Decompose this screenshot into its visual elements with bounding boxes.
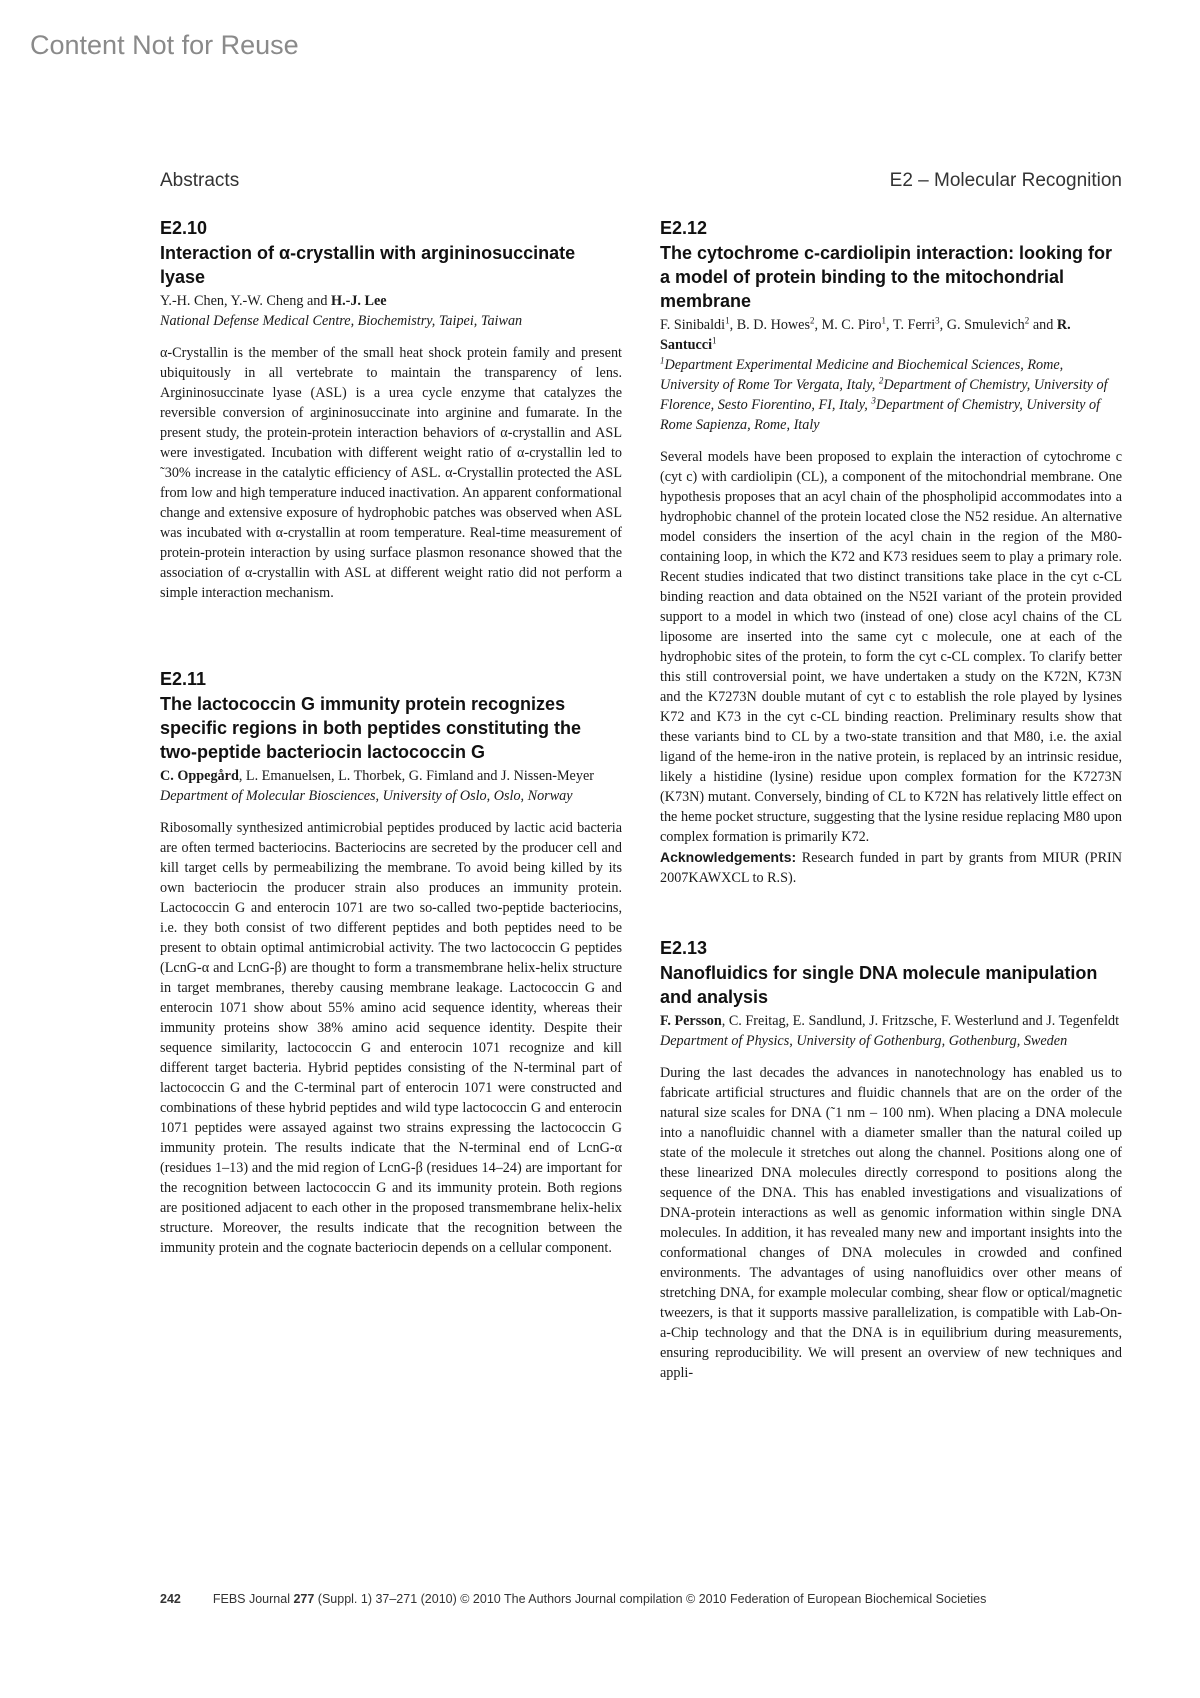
abstract-body: α-Crystallin is the member of the small heat shock protein family and present ubiquitously in all vertebrate to maintain the transparency of lens. Argininosuccinate lyase (ASL) is a urea cycle enzyme that catalyzes the reversible conversion of argininosuccinate into arginine and fumarate. In the present study, the protein-protein interaction behaviors of α-crystallin and ASL were investigated. Incubation with different weight ratio of α-crystallin led to ˜30% increase in the catalytic efficiency of ASL. α-Crystallin protected the ASL from low and high temperature induced inactivation. An apparent conformational change and extensive exposure of hydrophobic patches was observed when ASL was incubated with α-crystallin at room temperature. Real-time measurement of protein-protein interaction by using surface plasmon resonance showed that the association of α-crystallin with ASL at different weight ratio did not perform a simple interaction mechanism. <box>160 345 622 601</box>
abstract-authors: C. Oppegård, L. Emanuelsen, L. Thorbek, G. Fimland and J. Nissen-Meyer <box>160 768 594 784</box>
right-column <box>660 218 1122 1383</box>
page-number: 242 <box>160 1592 181 1606</box>
acknowledgements: Acknowledgements: Research funded in part by grants from MIUR (PRIN 2007KAWXCL to R.S). <box>660 849 1122 886</box>
left-column <box>160 218 622 1258</box>
abstract-e2-12 <box>660 218 1122 888</box>
abstract-title: Nanofluidics for single DNA molecule manipulation and analysis <box>660 963 1098 1007</box>
abstract-code: E2.13 <box>660 938 708 958</box>
journal-name: FEBS Journal <box>212 1592 294 1606</box>
abstract-code: E2.11 <box>160 669 207 689</box>
abstract-title: The lactococcin G immunity protein recognizes specific regions in both peptides constituting the two-peptide bacteriocin lactococcin G <box>160 694 582 762</box>
abstract-e2-13 <box>660 938 1122 1383</box>
abstract-body: Ribosomally synthesized antimicrobial peptides produced by lactic acid bacteria are often termed bacteriocins. Bacteriocins are secreted by the producer cell and kill target cells by permeabilizing the membrane. To avoid being killed by its own bacteriocin the producer strain also produces an immunity protein. Lactococcin G and enterocin 1071 are two so-called two-peptide bacteriocins, i.e. they both consist of two different peptides and both peptides need to be present to obtain optimal antimicrobial activity. The two lactococcin G peptides (LcnG-α and LcnG-β) are thought to form a transmembrane helix-helix structure in target membranes, thereby causing membrane leakage. Lactococcin G and enterocin 1071 show about 55% amino acid sequence identity, whereas their immunity proteins show 38% amino acid sequence identity. Despite their sequence similarity, lactococcin G and enterocin 1071 recognize and kill different target bacteria. Hybrid peptides consisting of the N-terminal part of lactococcin G and the C-terminal part of enterocin 1071 were constructed and combinations of these hybrid peptides and wild type lactococcin G and enterocin 1071 peptides were assayed against two strains expressing the lactococcin G immunity protein. The results indicate that the N-terminal end of LcnG-α (residues 1–13) and the mid region of LcnG-β (residues 14–24) are important for the recognition between lactococcin G and its immunity protein. Both regions are positioned adjacent to each other in the proposed transmembrane helix-helix structure. Moreover, the results indicate that the recognition between the immunity protein and the cognate bacteriocin depends on a cellular component. <box>160 820 622 1256</box>
abstract-affiliation: National Defense Medical Centre, Biochemistry, Taipei, Taiwan <box>160 313 523 329</box>
abstract-authors: Y.-H. Chen, Y.-W. Cheng and H.-J. Lee <box>160 293 387 309</box>
watermark: Content Not for Reuse <box>30 30 299 60</box>
abstract-e2-10 <box>160 218 622 603</box>
abstract-e2-11 <box>160 669 622 1258</box>
abstract-title: The cytochrome c-cardiolipin interaction: looking for a model of protein binding to the mitochondrial membrane <box>660 243 1113 311</box>
abstract-affiliation: Department of Molecular Biosciences, University of Oslo, Oslo, Norway <box>160 788 573 804</box>
journal-citation: (Suppl. 1) 37–271 (2010) © 2010 The Authors Journal compilation © 2010 Federation of European Biochemical Societies <box>314 1592 987 1606</box>
running-head-right: E2 – Molecular Recognition <box>889 170 1122 191</box>
abstract-body: Several models have been proposed to explain the interaction of cytochrome c (cyt c) with cardiolipin (CL), a component of the mitochondrial membrane. One hypothesis proposes that an acyl chain of the phospholipid accommodates into a hydrophobic channel of the protein located close the N52 residue. An alternative model considers the insertion of the acyl chain in the region of the M80-containing loop, in which the K72 and K73 residues seem to play a primary role. Recent studies indicated that two distinct transitions take place in the cyt c-CL binding reaction and data obtained on the N52I variant of the protein provided support to a model in which two (instead of one) close acyl chains of the CL liposome are inserted into the same cyt c molecule, one at each of the hydrophobic sites of the protein, to form the cyt c-CL complex. To clarify better this still controversial point, we have undertaken a study on the K72N, K73N and the K7273N double mutant of cyt c to establish the role played by lysines K72 and K73 in the cyt c-CL binding reaction. Preliminary results show that these variants bind to CL by a two-state transition and that M80, i.e. the axial ligand of the heme-iron in the native protein, is replaced by an intrinsic residue, likely a histidine (lysine) residue upon complex formation for the K7273N (K73N) mutant. Conversely, binding of CL to K72N has relatively little effect on the heme pocket structure, suggesting that the lysine residue replacing M80 upon complex formation is primarily K72. <box>660 449 1122 845</box>
page-footer <box>160 1592 1122 1606</box>
abstract-title: Interaction of α-crystallin with argininosuccinate lyase <box>160 243 576 287</box>
abstract-authors: F. Sinibaldi$^1$, B. D. Howes$^2$, M. C. Piro$^1$, T. Ferri$^3$, G. Smulevich$^2$ and R. Santucci$^1$ <box>660 315 1071 353</box>
abstract-body: During the last decades the advances in nanotechnology has enabled us to fabricate artificial structures and fluidic channels that are on the order of the natural size scales for DNA (˜1 nm – 100 nm). When placing a DNA molecule into a nanofluidic channel with a diameter smaller than the natural coiled up state of the molecule it stretches out along the channel. Positions along one of these linearized DNA molecules directly correspond to positions along the sequence of the DNA. This has enabled investigations and visualizations of DNA-protein interactions as well as genomic information within single DNA molecules. In addition, it has revealed many new and important insights into the conformational changes of DNA molecules in crowded and confined environments. The advantages of using nanofluidics over other means of stretching DNA, for example molecular combing, shear flow or optical/magnetic tweezers, is that it supports massive parallelization, is compatible with Lab-On-a-Chip technology and that the DNA is in equilibrium during measurements, ensuring reproducibility. We will present an overview of new techniques and appli- <box>660 1065 1122 1381</box>
abstract-authors: F. Persson, C. Freitag, E. Sandlund, J. Fritzsche, F. Westerlund and J. Tegenfeldt <box>660 1013 1120 1029</box>
abstract-affiliation: $^1$Department Experimental Medicine and Biochemical Sciences, Rome, University of Rome Tor Vergata, Italy, $^2$Department of Chemistry, University of Florence, Sesto Fiorentino, FI, Italy, $^3$Department of Chemistry, University of Rome Sapienza, Rome, Italy <box>660 355 1108 433</box>
abstract-code: E2.12 <box>660 218 708 238</box>
abstract-affiliation: Department of Physics, University of Gothenburg, Gothenburg, Sweden <box>660 1033 1068 1049</box>
running-head-left: Abstracts <box>160 170 240 191</box>
journal-volume: 277 <box>293 1592 315 1606</box>
abstract-code: E2.10 <box>160 218 208 238</box>
